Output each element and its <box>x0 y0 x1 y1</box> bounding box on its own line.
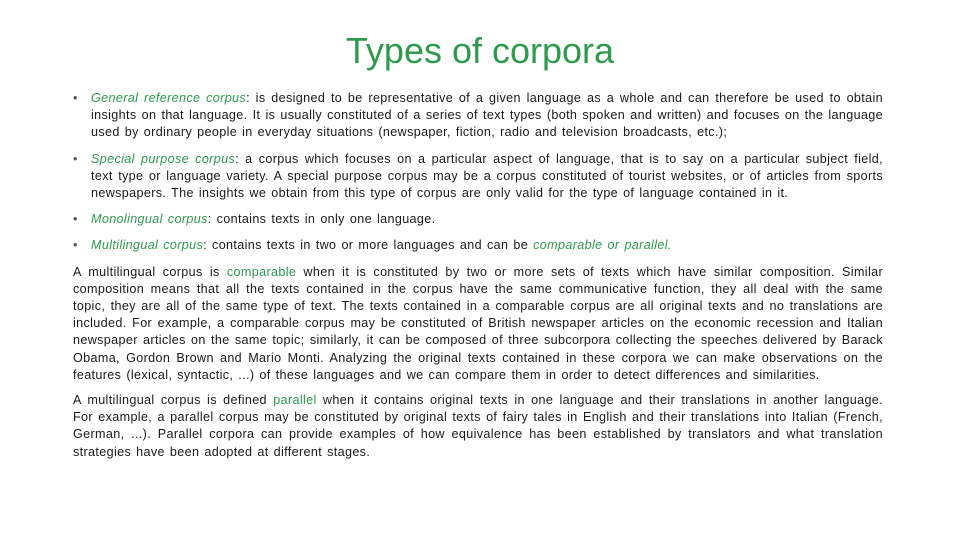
paragraph-parallel <box>73 392 883 461</box>
para-text-pre: A multilingual corpus is defined <box>73 393 274 408</box>
term-general-reference: General reference corpus <box>91 91 247 105</box>
term-comparable-inline: comparable <box>533 238 603 253</box>
bullet-monolingual <box>73 211 883 228</box>
term-special-purpose: Special purpose corpus <box>91 151 236 166</box>
bullet-text: : a corpus which focuses on a particular aspect of language, that is to say on a particular subject field, text type or language variety. A special purpose corpus may be a corpus constituted of tourist websites, or of articles from sports newspapers. The insights we obtain from this type of corpus are only valid for the type of language contained in it. <box>91 151 883 201</box>
slide-title: Types of corpora <box>345 30 615 71</box>
para-text-post: when it contains original texts in one language and their translations in another language. For example, a parallel corpus may be constituted by original texts of fairy tales in English and their translations into Italian (French, German, ...). Parallel corpora can provide examples of how equivalence has been established by translators and what translation strategies have been adopted at different stages. <box>73 393 884 459</box>
highlight-parallel: parallel <box>273 393 317 408</box>
connector-or: or <box>602 238 625 253</box>
bullet-dot-icon: • <box>73 91 78 105</box>
term-monolingual: Monolingual corpus <box>91 212 208 227</box>
term-parallel-inline: parallel <box>624 238 668 253</box>
bullet-text: : is designed to be representative of a given language as a whole and can therefore be used to obtain insights on that language. It is usually constituted of a series of text types (both spoken and written) and focuses on the language used by ordinary people in everyday situations (newspaper, fiction, radio and television broadcasts, etc.); <box>91 91 883 140</box>
bullet-list <box>73 90 883 255</box>
bullet-multilingual <box>73 237 883 254</box>
bullet-special-purpose <box>73 151 883 203</box>
para-text-post: when it is constituted by two or more sets of texts which have similar composition. Similar composition means that all the texts contained in the corpus have the same communicative function, they all deal with the same topic, they are all of the same type of text. The texts contained in a comparable corpus are all original texts and no translations are included. For example, a comparable corpus may be constituted of British newspaper articles on the economic recession and Italian newspaper articles on the same topic; similarly, it can be composed of three subcorpora collecting the speeches delivered by Barack Obama, Gordon Brown and Mario Monti. Analyzing the original texts contained in these corpora we can make observations on the features (lexical, syntactic, ...) of these languages and we can compare them in order to detect differences and similarities. <box>73 264 883 382</box>
slide-content <box>73 90 883 469</box>
bullet-dot-icon: • <box>73 212 78 227</box>
bullet-text: : contains texts in only one language. <box>207 212 436 227</box>
bullet-dot-icon: • <box>73 151 78 166</box>
bullet-text: : contains texts in two or more languages and can be <box>203 238 534 253</box>
paragraph-comparable <box>73 264 883 384</box>
highlight-comparable: comparable <box>226 264 297 279</box>
term-multilingual: Multilingual corpus <box>91 238 204 253</box>
bullet-end-period: . <box>667 238 672 253</box>
bullet-dot-icon: • <box>73 238 78 253</box>
bullet-general-reference <box>73 90 883 142</box>
para-text-pre: A multilingual corpus is <box>73 264 227 279</box>
